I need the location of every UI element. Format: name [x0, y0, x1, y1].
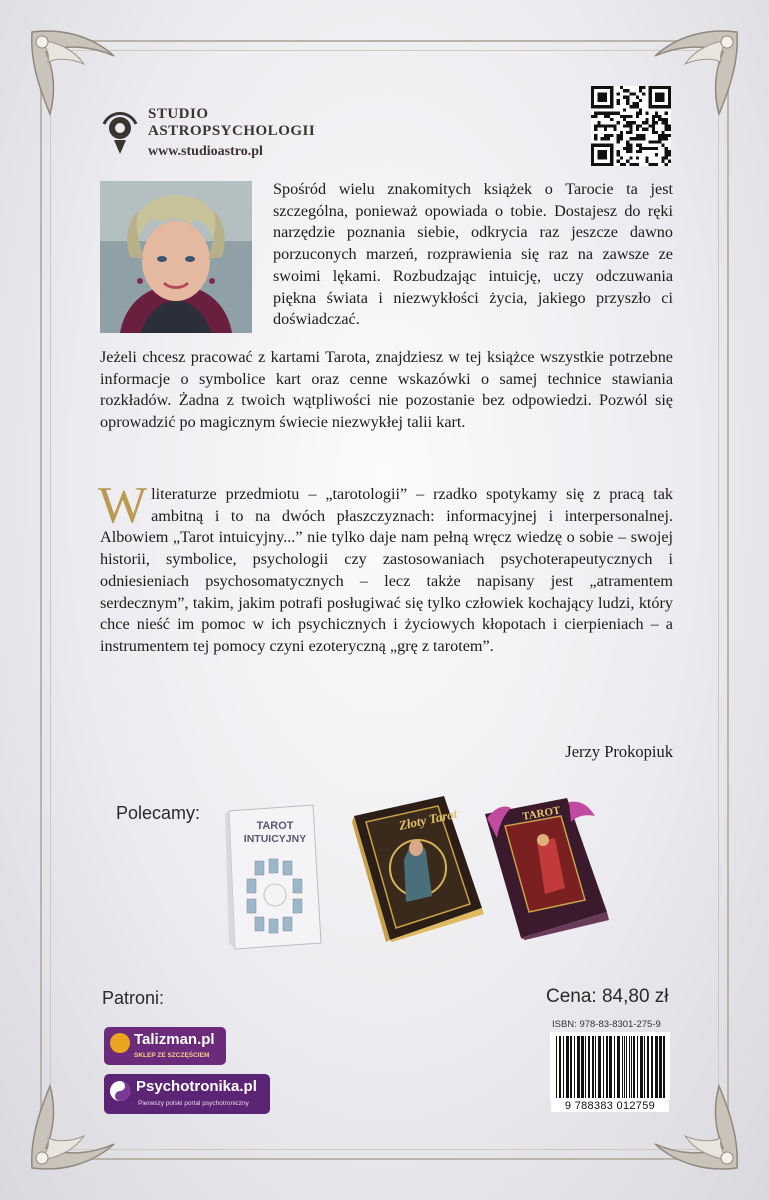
qr-code[interactable] — [591, 86, 671, 166]
psychotronika-logo[interactable] — [104, 1074, 270, 1114]
psychotronika-name: Psychotronika.pl — [136, 1078, 257, 1095]
publisher-name-line2: ASTROPSYCHOLOGII — [148, 123, 316, 139]
talizman-name: Talizman.pl — [134, 1031, 215, 1048]
publisher-block — [100, 104, 360, 164]
description-paragraph: Jeżeli chcesz pracować z kartami Tarota, znajdziesz w tej książce wszystkie potrzebne informacje o symbolice kart oraz cenne wskazówki o samej technice stawiania rozkładów. Żadna z twoich wątpliwości nie pozostanie bez odpowiedzi. Pozwól się oprowadzić po magicznym świecie niezwykłej talii kart. — [100, 348, 673, 432]
recommended-deck-zloty-tarot[interactable] — [352, 796, 484, 942]
book-title-line2: INTUICYJNY — [243, 833, 307, 845]
review-quote — [98, 477, 673, 658]
patrons-label: Patroni: — [102, 988, 165, 1008]
price-label: Cena: 84,80 zł — [546, 986, 669, 1007]
publisher-name-line1: STUDIO — [148, 106, 209, 122]
author-portrait — [100, 181, 252, 333]
book-title-line1: TAROT — [256, 820, 294, 832]
barcode-digits: 9 788383 012759 — [551, 1100, 669, 1112]
recommended-deck-tarot[interactable] — [485, 798, 609, 940]
talizman-shield-icon — [110, 1033, 130, 1053]
publisher-url[interactable]: www.studioastro.pl — [148, 144, 263, 159]
deck-box1-title: Złoty Tarot — [397, 805, 459, 833]
review-quote-text: literaturze przedmiotu – „tarotologii” – rzadko spotykamy się z pracą tak ambitną i to na dwóch płaszczyznach: informacyjnej i interpersonalnej. Albowiem „Tarot intuicyjny...” nie tylko daje nam pełną wręcz wiedzę o sobie – swojej historii, symbolice, psychologii czy zastosowaniach psychoterapeutycznych i odniesieniach psychosomatycznych – lecz także napisany jest „atramentem serdecznym”, takim, jakim potrafi posługiwać się tylko człowiek kochający ludzi, który chce nieść im pomoc w ich psychicznych i życiowych kłopotach i cierpieniach – a instrumentem tej pomocy czyni ezoteryczną „grę z tarotem”. — [100, 485, 673, 655]
isbn-label: ISBN: 978-83-8301-275-9 — [552, 1019, 661, 1030]
intro-text: Spośród wielu znakomitych książek o Tarocie ta jest szczególna, ponieważ opowiada o tobie. Dostajesz do ręki narzędzie poznania siebie, odkrycia raz jeszcze dawno porzuconych marzeń, rozprawienia się raz na zawsze ze swoimi lękami. Rozbudzając intuicję, uczy odczuwania piękna świata i niezwykłości życia, jakiego przyszło ci doświadczać. — [273, 180, 673, 329]
deck-box2-title: TAROT — [521, 804, 562, 823]
talizman-tagline: SKLEP ZE SZCZĘŚCIEM — [134, 1052, 210, 1059]
drop-cap: W — [98, 477, 148, 534]
publisher-name — [148, 106, 315, 140]
quote-author: Jerzy Prokopiuk — [565, 742, 673, 761]
recommended-label: Polecamy: — [116, 803, 201, 823]
publisher-logo-icon — [100, 106, 140, 156]
yin-yang-icon — [109, 1080, 131, 1102]
recommended-book-tarot-intuicyjny[interactable] — [225, 803, 325, 951]
barcode — [550, 1032, 670, 1100]
talizman-logo[interactable] — [104, 1027, 226, 1065]
psychotronika-tagline: Pierwszy polski portal psychotroniczny — [138, 1100, 249, 1107]
